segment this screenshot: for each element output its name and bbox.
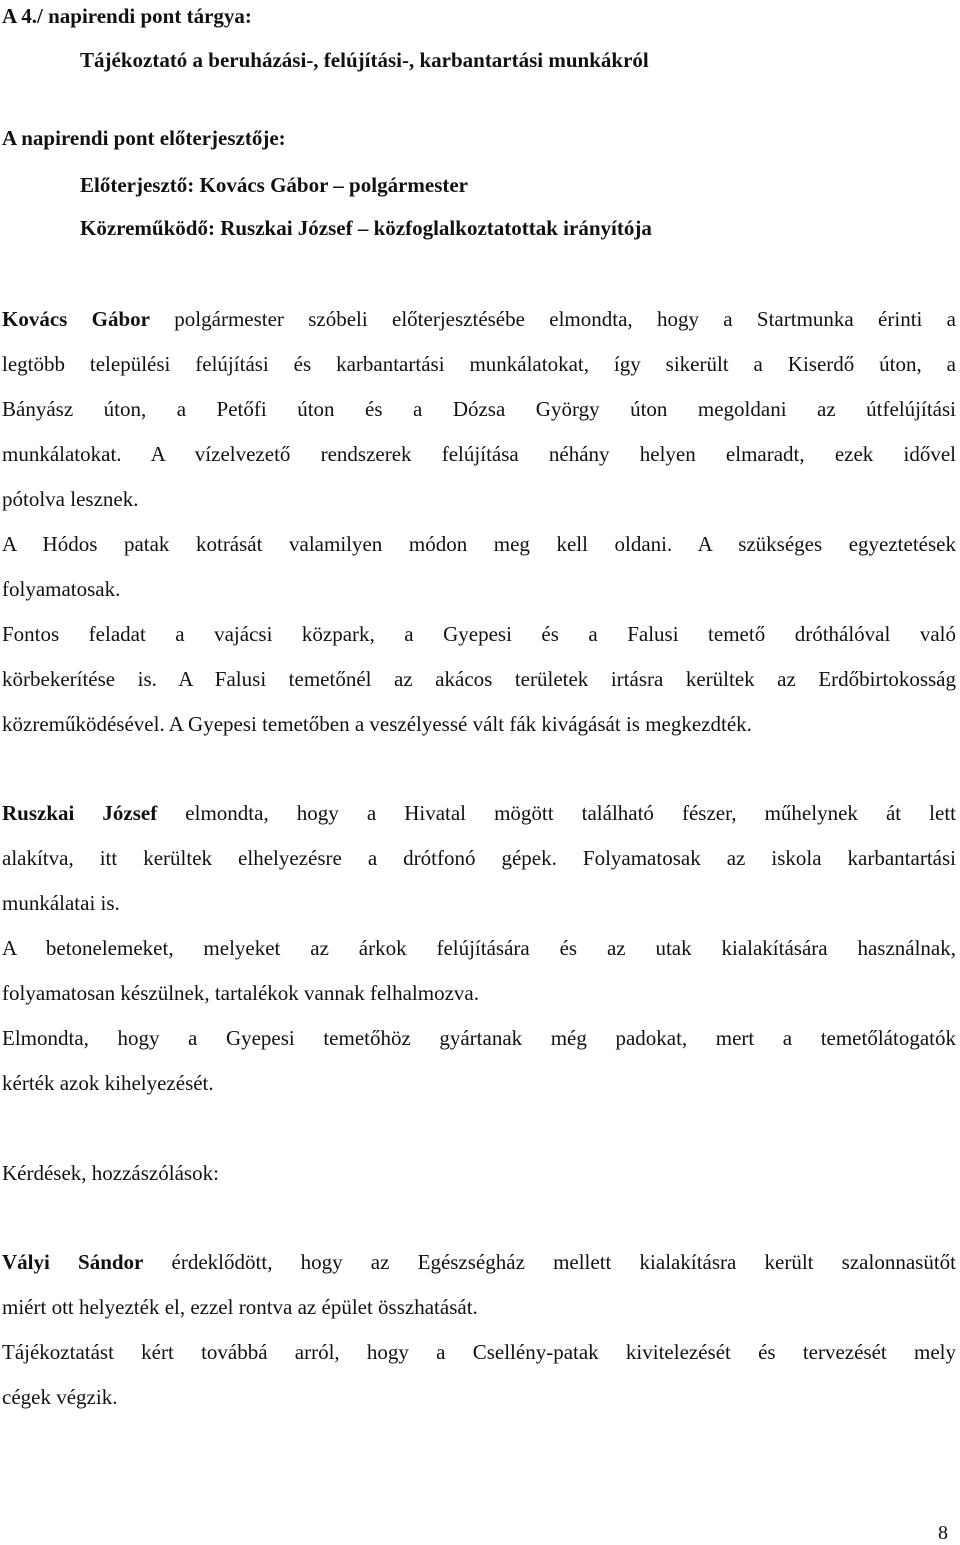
para1-line-1: legtöbb települési felújítási és karbantartási munkálatokat, így sikerült a Kiserdő úton, a: [2, 352, 956, 376]
speaker-name: Kovács Gábor: [2, 307, 150, 331]
agenda-heading: A 4./ napirendi pont tárgya:: [2, 4, 252, 28]
para3-line-0: Vályi Sándor érdeklődött, hogy az Egészségház mellett kialakításra került szalonnasütőt: [2, 1250, 956, 1274]
para2-line-4: folyamatosan készülnek, tartalékok vannak felhalmozva.: [2, 981, 479, 1005]
para3-line-2: Tájékoztatást kért továbbá arról, hogy a Csellény-patak kivitelezését és tervezését mely: [2, 1340, 956, 1364]
para2-line-6: kérték azok kihelyezését.: [2, 1071, 214, 1095]
para1-line-8: körbekerítése is. A Falusi temetőnél az akácos területek irtásra kerültek az Erdőbirtokosság: [2, 667, 956, 691]
para1-line-3: munkálatokat. A vízelvezető rendszerek felújítása néhány helyen elmaradt, ezek idővel: [2, 442, 956, 466]
para1-line-5: A Hódos patak kotrását valamilyen módon meg kell oldani. A szükséges egyeztetések: [2, 532, 956, 556]
para1-line-4: pótolva lesznek.: [2, 487, 139, 511]
para1-line-9: közreműködésével. A Gyepesi temetőben a veszélyessé vált fák kivágását is megkezdték.: [2, 712, 752, 736]
speaker-name: Vályi Sándor: [2, 1250, 144, 1274]
para1-line-7: Fontos feladat a vajácsi közpark, a Gyepesi és a Falusi temető dróthálóval való: [2, 622, 956, 646]
para1-line-2: Bányász úton, a Petőfi úton és a Dózsa György úton megoldani az útfelújítási: [2, 397, 956, 421]
contributor-line: Közreműködő: Ruszkai József – közfoglalkoztatottak irányítója: [80, 216, 652, 240]
page-number: 8: [938, 1522, 948, 1544]
para2-line-0: Ruszkai József elmondta, hogy a Hivatal mögött található fészer, műhelynek át lett: [2, 801, 956, 825]
para2-line-1: alakítva, itt kerültek elhelyezésre a drótfonó gépek. Folyamatosak az iskola karbantartási: [2, 846, 956, 870]
para1-line-0: Kovács Gábor polgármester szóbeli előterjesztésébe elmondta, hogy a Startmunka érinti a: [2, 307, 956, 331]
questions-heading: Kérdések, hozzászólások:: [2, 1161, 219, 1185]
presenter-heading: A napirendi pont előterjesztője:: [2, 126, 286, 150]
para2-line-5: Elmondta, hogy a Gyepesi temetőhöz gyártanak még padokat, mert a temetőlátogatók: [2, 1026, 956, 1050]
speaker-name: Ruszkai József: [2, 801, 158, 825]
presenter-line: Előterjesztő: Kovács Gábor – polgármester: [80, 173, 469, 197]
para2-line-2: munkálatai is.: [2, 891, 120, 915]
para2-line-3: A betonelemeket, melyeket az árkok felújítására és az utak kialakítására használnak,: [2, 936, 956, 960]
para3-line-3: cégek végzik.: [2, 1385, 118, 1409]
para3-line-1: miért ott helyezték el, ezzel rontva az épület összhatását.: [2, 1295, 478, 1319]
agenda-subject: Tájékoztató a beruházási-, felújítási-, karbantartási munkákról: [80, 48, 649, 72]
para1-line-6: folyamatosak.: [2, 577, 121, 601]
